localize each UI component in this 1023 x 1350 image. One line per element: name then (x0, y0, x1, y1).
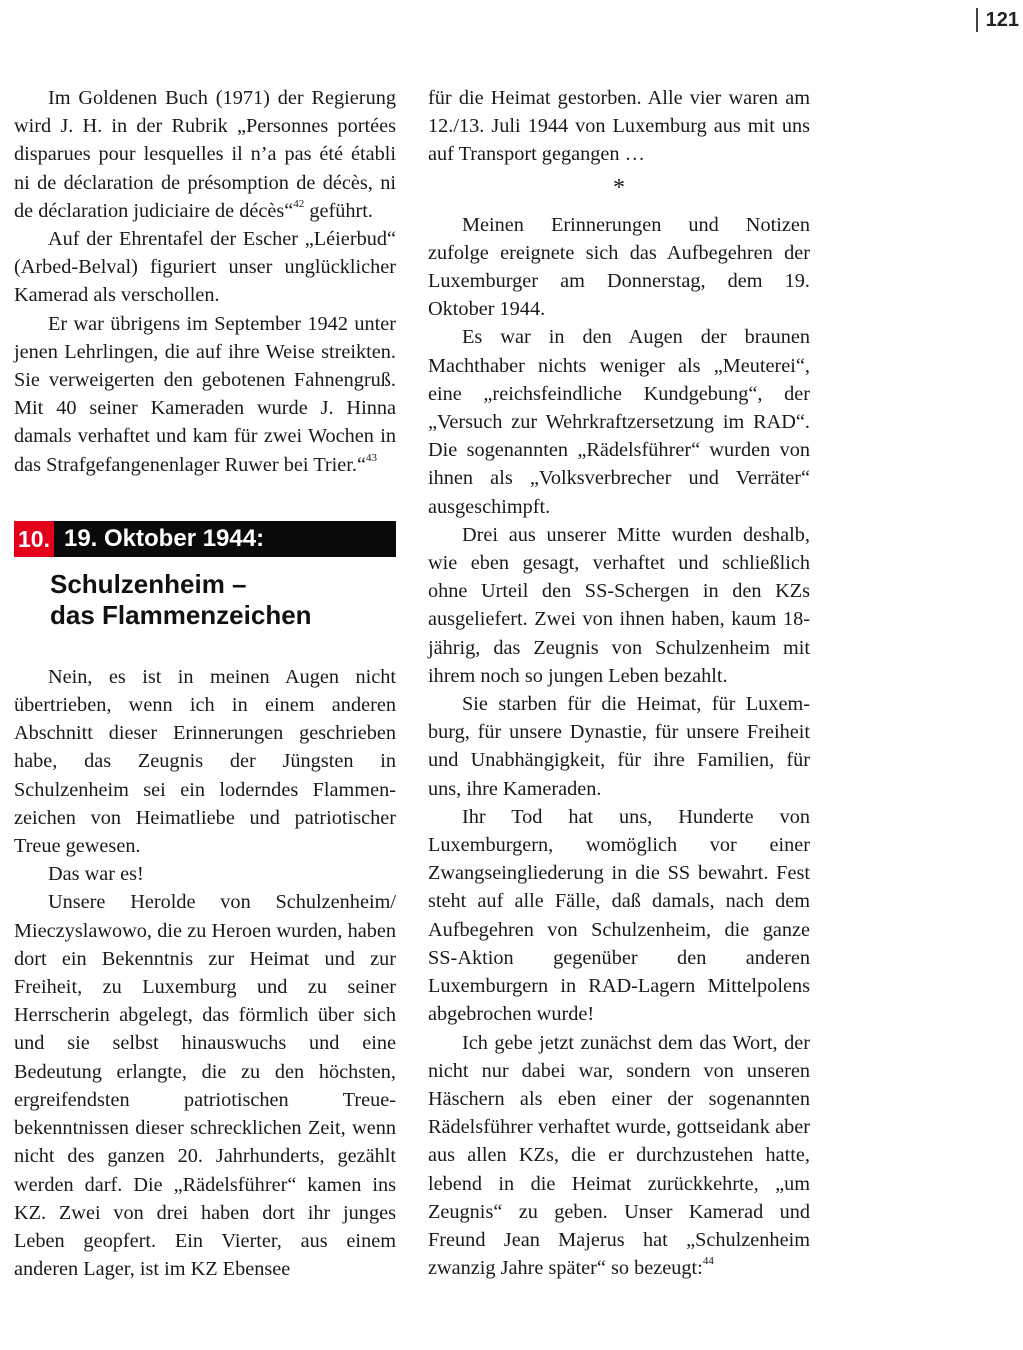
paragraph-goldenes-buch: Im Goldenen Buch (1971) der Regierung wird J. H. in der Rubrik „Personnes portées disparues pour lesquelles il n’a pas été établi ni de déclaration de présomption de décès, ni de déclaration judiciaire de décès“$^{42}$ geführt. (14, 87, 396, 222)
chapter-heading-bar (14, 521, 396, 557)
right-column (428, 84, 810, 1282)
chapter-title-line-2: das Flammenzeichen (50, 599, 312, 630)
section-separator-asterisk: * (613, 174, 625, 201)
footnote-ref-44[interactable]: 44 (702, 1255, 714, 1268)
paragraph-continuation: für die Heimat gestorben. Alle vier waren am 12./13. Juli 1944 von Luxemburg aus mit uns auf Transport gegangen … (428, 87, 810, 166)
paragraph-verhaftet: Drei aus unserer Mitte wurden deshalb, wie eben gesagt, verhaftet und schließlich ohne Urteil den SS-Schergen in den KZs ausgeliefert. Zwei von ihnen haben, kaum 18-jährig, das Zeugnis von Schulzenheim mit ihrem noch so jungen Leben bezahlt. (428, 523, 810, 687)
paragraph-ehrentafel: Auf der Ehrentafel der Escher „Léierbud“ (Arbed-Belval) figuriert unser unglücklicher Kamerad als verschollen. (14, 228, 396, 307)
paragraph-meuterei: Es war in den Augen der braunen Machthaber nichts weniger als „Meuterei“, eine „reichsfeindliche Kundgebung“, der „Versuch zur Wehrkraftzersetzung im RAD“. Die sogenannten „Rädelsführer“ wurden von ihnen als „Volksverbrecher und Verräter“ ausgeschimpft. (428, 326, 810, 518)
paragraph-tod: Ihr Tod hat uns, Hunderte von Luxemburgern, womöglich vor einer Zwangseingliederung in die SS bewahrt. Fest steht auf alle Fälle, daß damals, nach dem Aufbegehren von Schulzenheim, die ganze SS-Aktion gegenüber den anderen Luxemburgern in RAD-Lagern Mittelpolens abgebrochen wurde! (428, 805, 810, 1026)
paragraph-erinnerungen: Meinen Erinnerungen und Notizen zufolge ereignete sich das Aufbegehren der Luxemburger am Donnerstag, dem 19. Oktober 1944. (428, 213, 810, 321)
chapter-date: 19. Oktober 1944: (63, 524, 265, 552)
page-number: 121 (976, 8, 1019, 32)
chapter-title (50, 569, 396, 631)
chapter-title-line-1: Schulzenheim – (50, 568, 247, 599)
footnote-ref-43[interactable]: 43 (366, 451, 377, 464)
paragraph-starben: Sie starben für die Heimat, für Luxemburg, für unsere Dynastie, für unsere Freiheit und Unabhängigkeit, für ihre Familien, für uns, ihre Kameraden. (428, 693, 810, 800)
left-column (14, 84, 396, 1283)
chapter-number: 10. (14, 521, 54, 557)
paragraph-herolde: Unsere Herolde von Schulzenheim/ Mieczyslawowo, die zu Heroen wurden, haben dort ein Bekenntnis zur Heimat und zur Freiheit, zu Luxemburg und zu seiner Herrscherin abgelegt, das förmlich über sich und sie selbst hinauswuchs und eine Bedeutung erlangte, die zu den höchsten, ergreifendsten patriotischen Treuebekenntnissen dieser schrecklichen Zeit, wenn nicht des ganzen 20. Jahrhunderts, gezählt werden darf. Die „Rädelsführer“ kamen ins KZ. Zwei von drei haben dort ihr junges Leben geopfert. Ein Vierter, aus einem anderen Lager, ist im KZ Ebensee (14, 891, 396, 1281)
paragraph-das-war-es: Das war es! (48, 863, 144, 886)
paragraph-zeugnis: Ich gebe jetzt zunächst dem das Wort, der nicht nur dabei war, sondern von unseren Häschern als eben einer der sogenannten Rädelsführer verhaftet wurde, gottseidank aber aus allen KZs, die er durchzustehen hatte, lebend in die Heimat zurückkehrte, „um Zeugnis“ zu geben. Unser Kamerad und Freund Jean Majerus hat „Schulzenheim zwanzig Jahre später“ so bezeugt:$^{44}$ (428, 1031, 810, 1280)
footnote-ref-42[interactable]: 42 (293, 198, 305, 211)
paragraph-lehrlinge: Er war übrigens im September 1942 unter jenen Lehrlingen, die auf ihre Weise streikten. Sie verweigerten den gebotenen Fahnengruß. Mit 40 seiner Kameraden wurde J. Hinna damals verhaftet und kam für zwei Wochen in das Strafgefangenenlager Ruwer bei Trier.“$^{43}$ (14, 312, 396, 476)
paragraph-flammenzeichen: Nein, es ist in meinen Augen nicht übertrieben, wenn ich in einem anderen Abschnitt dieser Erinnerungen geschrieben habe, das Zeugnis der Jüngsten in Schulzenheim sei ein loderndes Flammenzeichen von Heimatliebe und patriotischer Treue gewesen. (14, 665, 396, 858)
